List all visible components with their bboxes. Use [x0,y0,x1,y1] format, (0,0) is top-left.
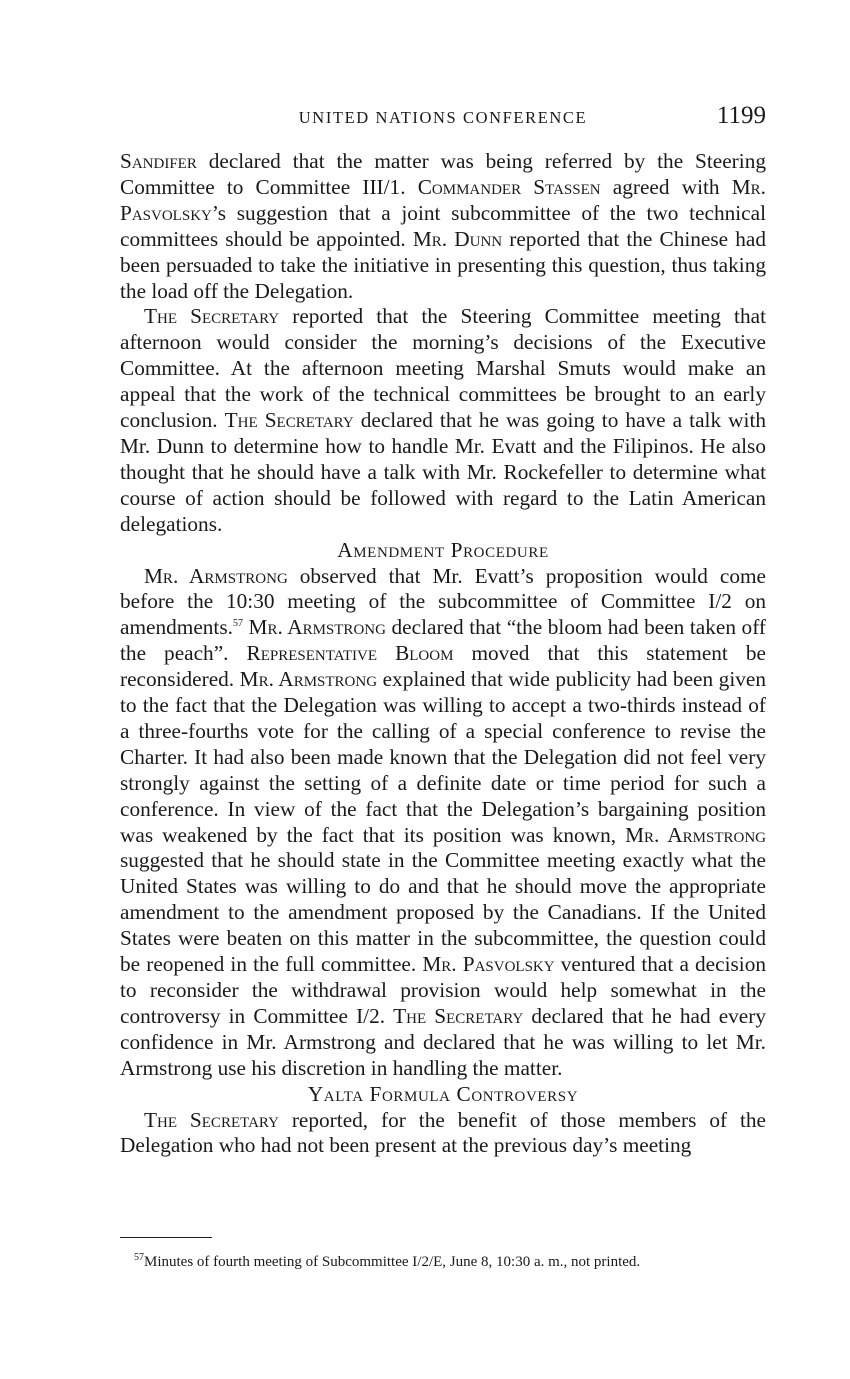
paragraph-text: declared that the matter was being referred by the Steering Committee to Committee III/1. [120,149,766,199]
paragraph-text: declared that he was going to have a talk with Mr. Dunn to determine how to handle Mr. Evatt and the Filipinos. He also thought that he should have a talk with Mr. Rockefeller to determine what course of action should be followed with regard to the Latin American delegations. [120,408,767,536]
footnote-reference[interactable]: 57 [232,618,243,630]
paragraph-text: observed that Mr. Evatt’s proposition would come before the 10:30 meeting of the subcommittee of Committee I/2 on amendments. [120,563,766,640]
section-heading-yalta-formula: Yalta Formula Controversy [307,1081,579,1106]
speaker-name: Mr. Pasvolsky [422,952,555,977]
speaker-name: Mr. Dunn [412,226,503,251]
paragraph-text: moved that this statement be reconsidered. [120,641,766,692]
paragraph-2 [120,304,766,537]
footnote-text: Minutes of fourth meeting of Subcommittee I/2/E, June 8, 10:30 a. m., not printed. [144,1254,641,1270]
paragraph-text: declared that he had every confidence in Mr. Armstrong and declared that he was willing to let Mr. Armstrong use his discretion in handling the matter. [120,1003,766,1080]
paragraph-text: reported, for the benefit of those members of the Delegation who had not been present at the previous day’s meeting [120,1107,766,1158]
speaker-name: Mr. Armstrong [144,563,288,588]
speaker-name: The Secretary [224,408,354,433]
speaker-name: The Secretary [144,304,280,329]
paragraph-4 [120,1108,766,1160]
speaker-name: The Secretary [144,1107,279,1132]
running-head: UNITED NATIONS CONFERENCE [298,108,588,127]
section-heading-amendment-procedure: Amendment Procedure [337,537,549,562]
page-number: 1199 [716,102,766,129]
footnote [120,1253,766,1271]
paragraph-text: reported that the Steering Committee meeting that afternoon would consider the morning’s decisions of the Executive Committee. At the afternoon meeting Marshal Smuts would make an appeal that the work of the technical committees be brought to an early conclusion. [120,304,766,433]
footnote-divider [120,1237,212,1238]
speaker-name: Mr. Armstrong [239,667,378,692]
speaker-name: Mr. Pasvolsky [120,174,766,225]
speaker-name: Mr. Armstrong [625,822,766,847]
paragraph-text: ’s suggestion that a joint subcommittee of the two technical committees should be appointed. [120,200,766,251]
paragraph-text: explained that wide publicity had been given to the fact that the Delegation was willing to accept a two-thirds instead of a three-fourths vote for the calling of a special conference to revise the Charter. It had also been made known that the Delegation did not feel very strongly against the setting of a definite date or time period for such a conference. In view of the fact that the Delegation’s bargaining position was weakened by the fact that its position was known, [120,667,766,847]
speaker-name: The Secretary [393,1003,524,1028]
speaker-name: Sandifer [120,149,197,173]
paragraph-text: suggested that he should state in the Committee meeting exactly what the United States was willing to do and that he should move the appropriate amendment to the amendment proposed by the Canadians. If the United States were beaten on this matter in the subcommittee, the question could be reopened in the full committee. [120,848,766,977]
paragraph-text: reported that the Chinese had been persuaded to take the initiative in presenting this question, thus taking the load off the Delegation. [120,226,766,303]
footnote-number: 57 [134,1252,144,1263]
paragraph-text: agreed with [600,174,732,199]
paragraph-text: ventured that a decision to reconsider the withdrawal provision would help somewhat in the controversy in Committee I/2. [120,952,766,1028]
paragraph-1 [120,149,766,304]
speaker-name: Commander Stassen [417,174,601,199]
speaker-name: Mr. Armstrong [248,615,386,640]
body-text [120,149,766,1159]
paragraph-text: declared that “the bloom had been taken off the peach”. [120,615,767,666]
page-header [120,104,766,134]
speaker-name: Representative Bloom [246,641,454,666]
paragraph-3 [120,564,766,1082]
